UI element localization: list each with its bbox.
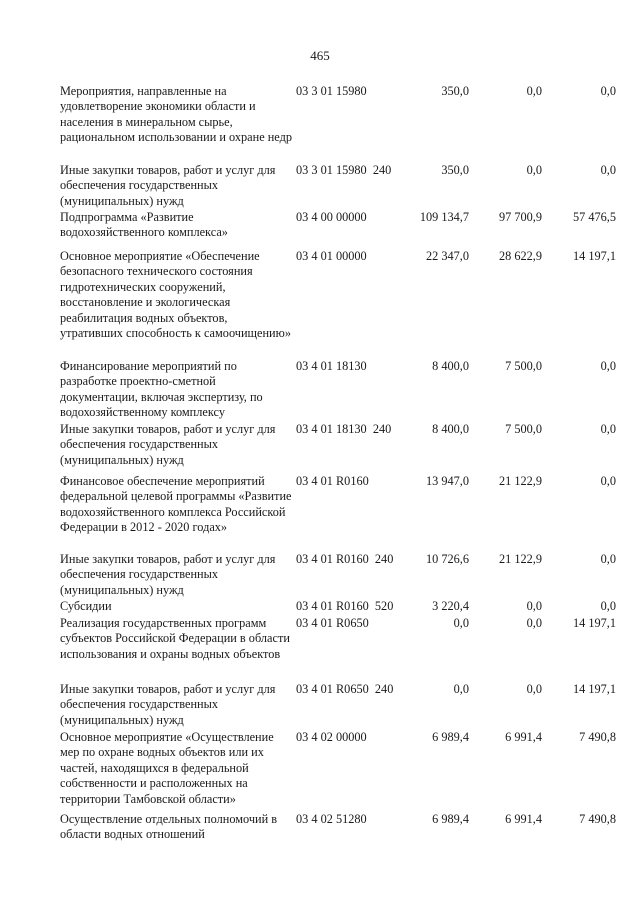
row-value-1: 13 947,0 bbox=[425, 474, 469, 488]
row-code: 03 4 01 R0160 bbox=[296, 474, 369, 488]
budget-table bbox=[60, 84, 620, 846]
row-code: 03 4 01 18130 240 bbox=[296, 422, 392, 436]
table-row bbox=[60, 84, 620, 163]
row-value-3: 0,0 bbox=[600, 474, 616, 488]
table-row bbox=[60, 730, 620, 812]
row-value-3: 0,0 bbox=[600, 422, 616, 436]
row-value-1: 3 220,4 bbox=[432, 599, 469, 613]
row-name: Иные закупки товаров, работ и услуг для обеспечения государственных (муниципальных) нужд bbox=[60, 163, 276, 208]
row-value-3: 7 490,8 bbox=[579, 812, 616, 826]
row-value-1: 109 134,7 bbox=[419, 210, 469, 224]
row-code: 03 4 02 51280 bbox=[296, 812, 367, 826]
row-name: Иные закупки товаров, работ и услуг для обеспечения государственных (муниципальных) нужд bbox=[60, 682, 276, 727]
row-value-2: 7 500,0 bbox=[505, 422, 542, 436]
row-code: 03 4 01 R0650 bbox=[296, 616, 369, 630]
row-value-1: 0,0 bbox=[453, 682, 469, 696]
row-name: Иные закупки товаров, работ и услуг для обеспечения государственных (муниципальных) нужд bbox=[60, 552, 276, 597]
row-value-1: 6 989,4 bbox=[432, 812, 469, 826]
table-row bbox=[60, 422, 620, 474]
row-code: 03 3 01 15980 240 bbox=[296, 163, 392, 177]
row-value-1: 0,0 bbox=[453, 616, 469, 630]
row-code: 03 4 01 R0160 520 bbox=[296, 599, 394, 613]
row-value-2: 28 622,9 bbox=[498, 249, 542, 263]
table-row bbox=[60, 812, 620, 846]
row-value-3: 14 197,1 bbox=[572, 616, 616, 630]
row-value-2: 97 700,9 bbox=[498, 210, 542, 224]
row-value-3: 0,0 bbox=[600, 552, 616, 566]
page-number: 465 bbox=[310, 48, 330, 63]
table-row bbox=[60, 474, 620, 552]
table-row bbox=[60, 210, 620, 249]
row-value-2: 0,0 bbox=[526, 616, 542, 630]
row-code: 03 4 01 R0160 240 bbox=[296, 552, 394, 566]
row-code: 03 4 01 18130 bbox=[296, 359, 367, 373]
row-name: Подпрограмма «Развитие водохозяйственного комплекса» bbox=[60, 210, 228, 240]
table-row bbox=[60, 552, 620, 599]
row-value-2: 0,0 bbox=[526, 163, 542, 177]
row-value-3: 0,0 bbox=[600, 163, 616, 177]
row-value-1: 10 726,6 bbox=[425, 552, 469, 566]
row-value-2: 21 122,9 bbox=[498, 552, 542, 566]
row-name: Иные закупки товаров, работ и услуг для обеспечения государственных (муниципальных) нужд bbox=[60, 422, 276, 467]
row-name: Реализация государственных программ субъектов Российской Федерации в области использования и охраны водных объектов bbox=[60, 616, 290, 661]
table-row bbox=[60, 682, 620, 730]
row-value-3: 0,0 bbox=[600, 359, 616, 373]
table-row bbox=[60, 616, 620, 682]
row-value-3: 14 197,1 bbox=[572, 682, 616, 696]
row-name: Осуществление отдельных полномочий в области водных отношений bbox=[60, 812, 278, 842]
row-code: 03 4 01 R0650 240 bbox=[296, 682, 394, 696]
row-value-3: 57 476,5 bbox=[572, 210, 616, 224]
row-value-1: 350,0 bbox=[441, 84, 469, 98]
table-row bbox=[60, 163, 620, 210]
row-value-2: 21 122,9 bbox=[498, 474, 542, 488]
row-value-1: 8 400,0 bbox=[432, 422, 469, 436]
row-name: Основное мероприятие «Обеспечение безопасного технического состояния гидротехнических сооружений, восстановление и экологическая реабилитация водных объектов, утративших способность к самоочищению» bbox=[60, 249, 291, 341]
row-value-3: 0,0 bbox=[600, 599, 616, 613]
table-row bbox=[60, 249, 620, 359]
row-value-3: 14 197,1 bbox=[572, 249, 616, 263]
row-value-2: 0,0 bbox=[526, 682, 542, 696]
row-value-2: 7 500,0 bbox=[505, 359, 542, 373]
table-row bbox=[60, 359, 620, 422]
row-value-1: 8 400,0 bbox=[432, 359, 469, 373]
row-value-1: 22 347,0 bbox=[425, 249, 469, 263]
row-value-3: 7 490,8 bbox=[579, 730, 616, 744]
row-name: Основное мероприятие «Осуществление мер по охране водных объектов или их частей, находящихся в федеральной собственности и расположенных на территории Тамбовской области» bbox=[60, 730, 274, 806]
row-value-2: 0,0 bbox=[526, 599, 542, 613]
table-row bbox=[60, 599, 620, 616]
row-code: 03 4 02 00000 bbox=[296, 730, 367, 744]
row-value-2: 0,0 bbox=[526, 84, 542, 98]
row-code: 03 4 00 00000 bbox=[296, 210, 367, 224]
row-name: Финансовое обеспечение мероприятий федеральной целевой программы «Развитие водохозяйственного комплекса Российской Федерации в 2012 - 2020 годах» bbox=[60, 474, 292, 535]
row-value-3: 0,0 bbox=[600, 84, 616, 98]
row-name: Мероприятия, направленные на удовлетворение экономики области и населения в минеральном сырье, рациональном использовании и охране недр bbox=[60, 84, 293, 145]
row-value-2: 6 991,4 bbox=[505, 812, 542, 826]
row-code: 03 3 01 15980 bbox=[296, 84, 367, 98]
row-name: Финансирование мероприятий по разработке проектно-сметной документации, включая экспертизу, по водохозяйственному комплексу bbox=[60, 359, 263, 420]
row-value-2: 6 991,4 bbox=[505, 730, 542, 744]
row-name: Субсидии bbox=[60, 599, 112, 613]
row-code: 03 4 01 00000 bbox=[296, 249, 367, 263]
row-value-1: 6 989,4 bbox=[432, 730, 469, 744]
row-value-1: 350,0 bbox=[441, 163, 469, 177]
